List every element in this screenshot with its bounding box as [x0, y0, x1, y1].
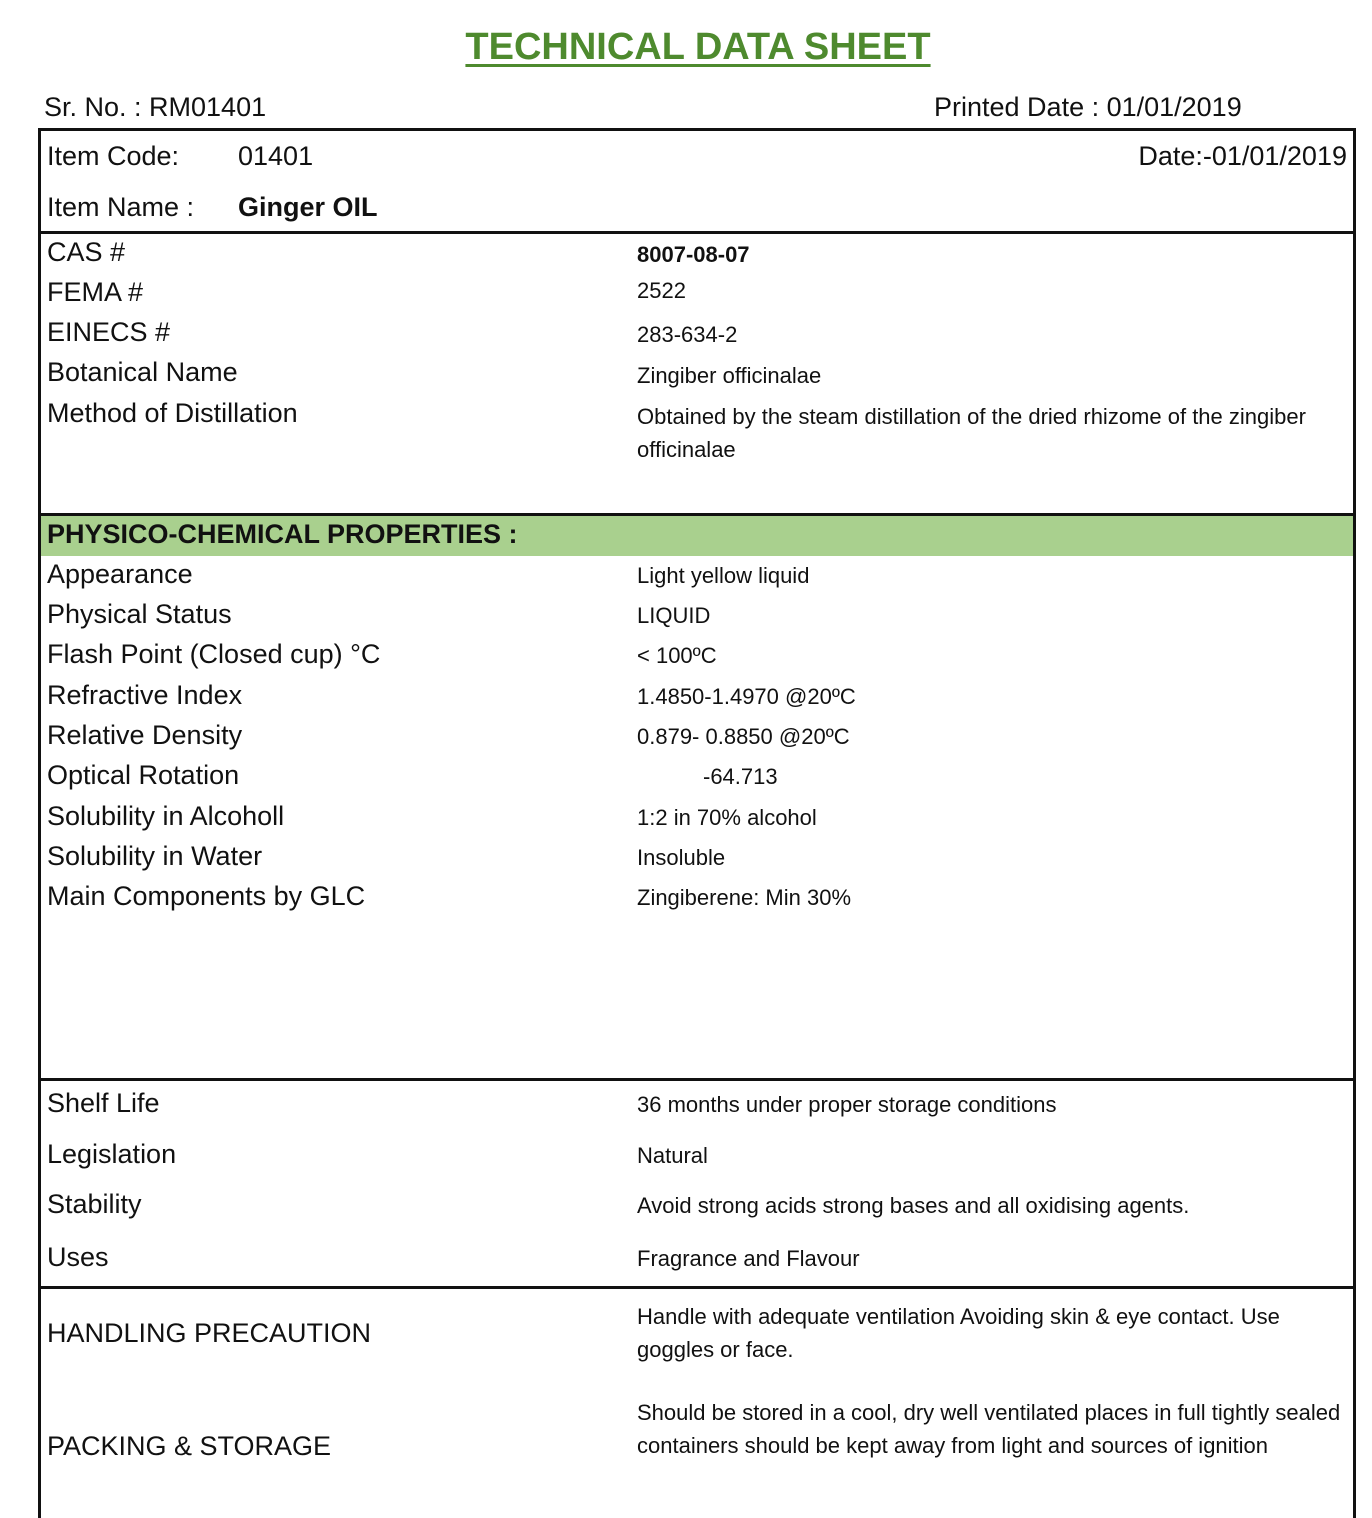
document-title: TECHNICAL DATA SHEET — [465, 26, 931, 68]
stability-value: Avoid strong acids strong bases and all oxidising agents. — [637, 1193, 1190, 1218]
main-components-label: Main Components by GLC — [47, 881, 366, 911]
optical-rotation-label: Optical Rotation — [47, 760, 240, 790]
appearance-label: Appearance — [47, 559, 193, 589]
cas-value: 8007-08-07 — [637, 242, 750, 267]
legislation-label: Legislation — [47, 1139, 177, 1169]
item-code-value: 01401 — [238, 141, 314, 171]
solubility-alcohol-label: Solubility in Alcoholl — [47, 801, 285, 831]
refractive-index-value: 1.4850-1.4970 @20ºC — [637, 684, 856, 709]
botanical-name-value: Zingiber officinalae — [637, 363, 822, 388]
shelf-life-value: 36 months under proper storage conditions — [637, 1092, 1057, 1117]
flash-point-label: Flash Point (Closed cup) °C — [47, 639, 381, 669]
relative-density-label: Relative Density — [47, 720, 243, 750]
physical-status-label: Physical Status — [47, 599, 232, 629]
fema-value: 2522 — [637, 278, 686, 303]
optical-rotation-value: -64.713 — [703, 764, 778, 789]
relative-density-value: 0.879- 0.8850 @20ºC — [637, 724, 850, 749]
packing-value: Should be stored in a cool, dry well ventilated places in full tightly sealed containers should be kept away from light and sources of ignition — [637, 1400, 1341, 1458]
solubility-water-label: Solubility in Water — [47, 841, 263, 871]
printed-date: Printed Date : 01/01/2019 — [934, 92, 1242, 122]
uses-value: Fragrance and Flavour — [637, 1246, 860, 1271]
handling-label: HANDLING PRECAUTION — [47, 1318, 372, 1348]
fema-label: FEMA # — [47, 277, 144, 307]
item-name-value: Ginger OIL — [238, 192, 378, 222]
physico-chemical-heading — [41, 516, 1353, 556]
botanical-name-label: Botanical Name — [47, 357, 238, 387]
solubility-water-value: Insoluble — [637, 845, 726, 870]
flash-point-value: < 100ºC — [637, 643, 717, 668]
handling-value: Handle with adequate ventilation Avoiding skin & eye contact. Use goggles or face. — [637, 1304, 1280, 1362]
distillation-label: Method of Distillation — [47, 398, 298, 428]
item-code-label: Item Code: — [47, 141, 180, 171]
solubility-alcohol-value: 1:2 in 70% alcohol — [637, 805, 817, 830]
divider — [41, 231, 1353, 234]
main-components-value: Zingiberene: Min 30% — [637, 885, 852, 910]
item-name-label: Item Name : — [47, 192, 195, 222]
cas-label: CAS # — [47, 237, 126, 267]
einecs-label: EINECS # — [47, 317, 171, 347]
divider — [41, 1078, 1353, 1081]
packing-label: PACKING & STORAGE — [47, 1431, 332, 1461]
item-date: Date:-01/01/2019 — [1138, 141, 1347, 171]
legislation-value: Natural — [637, 1143, 708, 1168]
uses-label: Uses — [47, 1242, 109, 1272]
shelf-life-label: Shelf Life — [47, 1088, 160, 1118]
serial-number: Sr. No. : RM01401 — [44, 92, 267, 122]
distillation-value: Obtained by the steam distillation of the dried rhizome of the zingiber officinalae — [637, 404, 1306, 462]
physical-status-value: LIQUID — [637, 603, 711, 628]
divider — [41, 1286, 1353, 1289]
physico-chemical-heading-text: PHYSICO-CHEMICAL PROPERTIES : — [47, 519, 518, 549]
data-sheet-table — [38, 128, 1356, 1518]
einecs-value: 283-634-2 — [637, 322, 738, 347]
appearance-value: Light yellow liquid — [637, 563, 810, 588]
stability-label: Stability — [47, 1189, 142, 1219]
refractive-index-label: Refractive Index — [47, 680, 243, 710]
